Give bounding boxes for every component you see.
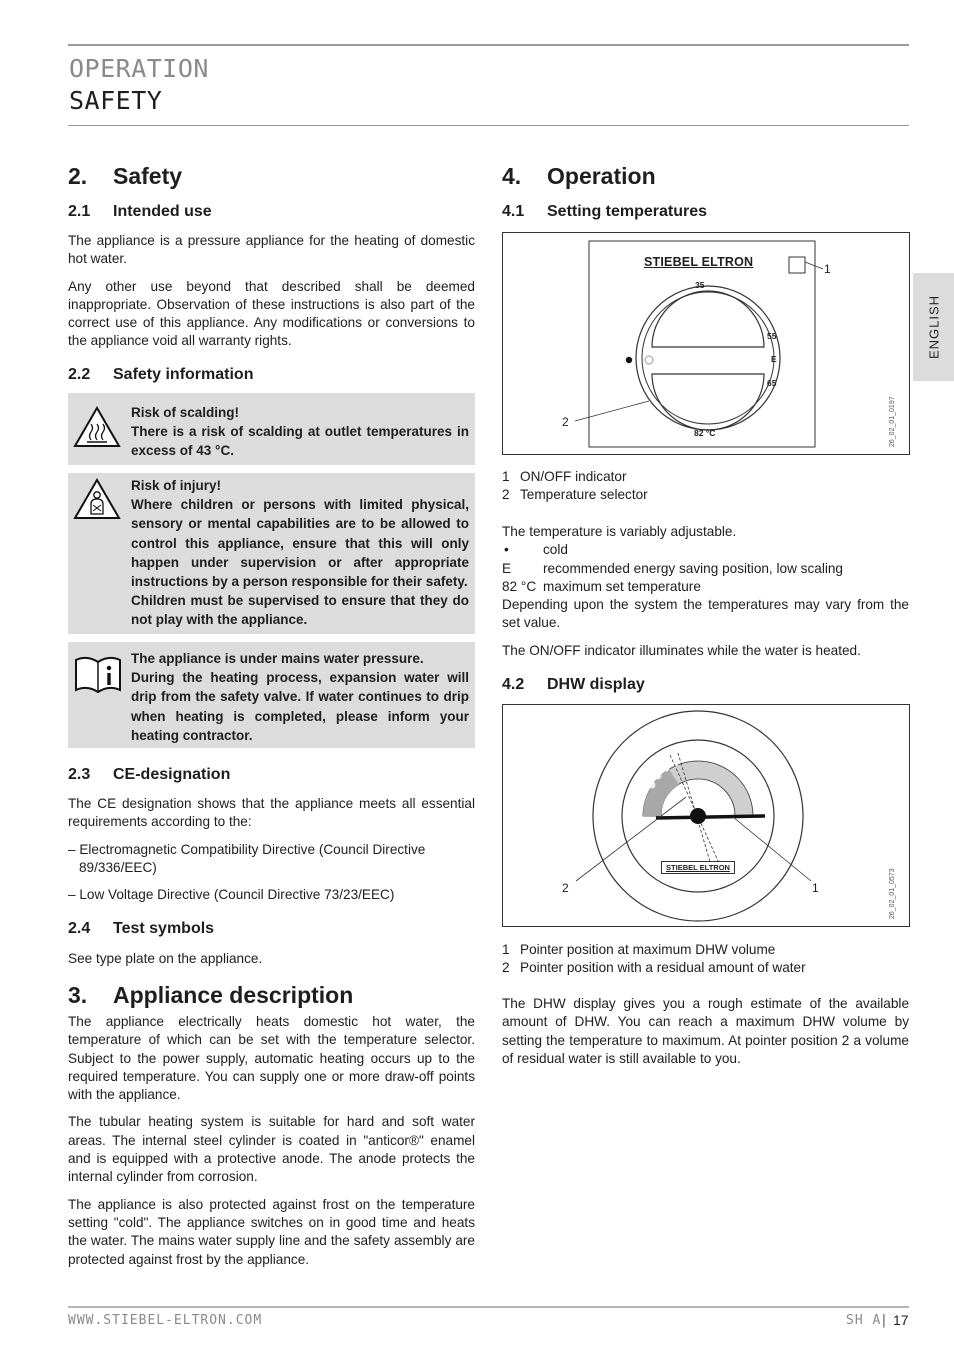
hot-surface-warning-icon	[72, 405, 122, 449]
legend-item: 1 ON/OFF indicator	[502, 469, 627, 484]
scale-82-label: 82 °C	[694, 428, 716, 438]
page-number: 17	[893, 1312, 909, 1328]
warning-text: There is a risk of scalding at outlet temperatures in excess of 43 °C.	[131, 424, 469, 459]
temperature-selector-figure	[502, 232, 910, 455]
footer-model: SH A	[846, 1313, 882, 1328]
language-label: ENGLISH	[926, 294, 941, 360]
scale-55-label: 55	[767, 331, 777, 341]
section-2-3-heading: 2.3 CE-designation	[68, 766, 231, 783]
section-4-heading: 4. Operation	[502, 163, 656, 189]
ce-directive-1: – Electromagnetic Compatibility Directive (Council Directive 89/336/EEC)	[68, 842, 426, 876]
intended-use-text: The appliance is a pressure appliance for the heating of domestic hot water. Any other use beyond that described shall be deemed inappropriate. Observation of these instructions is also part of the correct use of this appliance. Any modifications or conversions to the appliance void all warranty rights.	[68, 233, 475, 349]
ce-directive-2: – Low Voltage Directive (Council Directive 73/23/EEC)	[68, 887, 395, 902]
callout-2: 2	[562, 415, 569, 429]
warning-title: Risk of injury!	[131, 478, 222, 493]
header-chapter: OPERATION	[69, 54, 209, 83]
dhw-display-text: The DHW display gives you a rough estimate of the available amount of DHW. You can reach a maximum DHW volume by setting the temperature to maximum. At pointer position 2 a volume of residual water is still available to you.	[502, 996, 909, 1066]
pressure-info-box	[68, 642, 475, 748]
scale-e-label: E	[771, 354, 777, 364]
footer-separator: |	[880, 1313, 889, 1328]
appliance-description-text: The appliance electrically heats domestic hot water, the temperature of which can be set with the temperature selector. Subject to the power supply, automatic heating occurs up to the required temperature. You can supply one or more draw-off points with the appliance. The tubular heating system is suitable for hard and soft water areas. The internal steel cylinder is coated in "anticor®" enamel and is equipped with a protective anode. The anode protects the internal cylinder from corrosion. The appliance is also protected against frost on the temperature setting "cold". The appliance switches on in good time and heats the water. The mains water supply line and the safety assembly are protected against frost by the appliance.	[68, 1014, 475, 1267]
info-title: The appliance is under mains water pressure.	[131, 651, 424, 666]
footer-url[interactable]: WWW.STIEBEL-ELTRON.COM	[68, 1313, 263, 1328]
section-2-4-heading: 2.4 Test symbols	[68, 920, 215, 937]
scale-65-label: 65	[767, 378, 777, 388]
legend-item: 2 Pointer position with a residual amount of water	[502, 960, 806, 975]
warning-text: Where children or persons with limited physical, sensory or mental capabilities are to be allowed to control this appliance, ensure that this will only happen under supervision or after appropriate instructions by a person responsible for their safety.	[131, 497, 469, 590]
range-row-e: E recommended energy saving position, low scaling	[502, 560, 843, 576]
section-4-2-heading: 4.2 DHW display	[502, 676, 645, 693]
dhw-display-figure	[502, 704, 910, 927]
section-2-heading: 2. Safety	[68, 163, 183, 189]
section-3-heading: 3. Appliance description	[68, 982, 354, 1008]
callout-2: 2	[562, 881, 569, 895]
legend-item: 2 Temperature selector	[502, 487, 648, 502]
brand-logo: STIEBEL ELTRON	[661, 861, 735, 874]
figure-code: 26_02_01_0197	[889, 396, 896, 447]
temperature-text: The temperature is variably adjustable. • cold E recommended energy saving position, low scaling 82 °C maximum set temperature Depending upon the system the temperatures may vary from the set value. The ON/OFF indicator illuminates while the water is heated.	[502, 524, 909, 658]
section-2-2-heading: 2.2 Safety information	[68, 366, 254, 383]
manual-book-icon	[72, 652, 124, 696]
header-section: SAFETY	[69, 86, 163, 115]
brand-logo: STIEBEL ELTRON	[644, 255, 754, 269]
header-rule	[68, 125, 909, 126]
scale-35-label: 35	[695, 280, 705, 290]
figure-code: 26_02_01_0573	[889, 868, 896, 919]
callout-1: 1	[824, 262, 831, 276]
test-symbols-text: See type plate on the appliance.	[68, 951, 263, 966]
ce-designation-text: The CE designation shows that the appliance meets all essential requirements according to the:	[68, 796, 475, 830]
footer-rule	[68, 1306, 909, 1308]
callout-1: 1	[812, 881, 819, 895]
section-2-1-heading: 2.1 Intended use	[68, 203, 212, 220]
warning-text-2: Children must be supervised to ensure that they do not play with the appliance.	[131, 593, 469, 628]
range-row-82: 82 °C maximum set temperature	[502, 578, 701, 594]
range-row-cold: • cold	[504, 542, 568, 558]
info-text: During the heating process, expansion water will drip from the safety valve. If water continues to drip when heating is completed, please inform your heating contractor.	[131, 670, 469, 743]
scalding-warning-box	[68, 393, 475, 465]
section-4-1-heading: 4.1 Setting temperatures	[502, 203, 708, 220]
legend-item: 1 Pointer position at maximum DHW volume	[502, 942, 776, 957]
figure-1-legend	[502, 468, 909, 504]
language-tab	[913, 273, 954, 381]
top-rule	[68, 44, 909, 46]
figure-2-legend	[502, 941, 909, 977]
injury-warning-box	[68, 473, 475, 634]
warning-title: Risk of scalding!	[131, 405, 240, 420]
person-warning-icon	[72, 477, 122, 521]
